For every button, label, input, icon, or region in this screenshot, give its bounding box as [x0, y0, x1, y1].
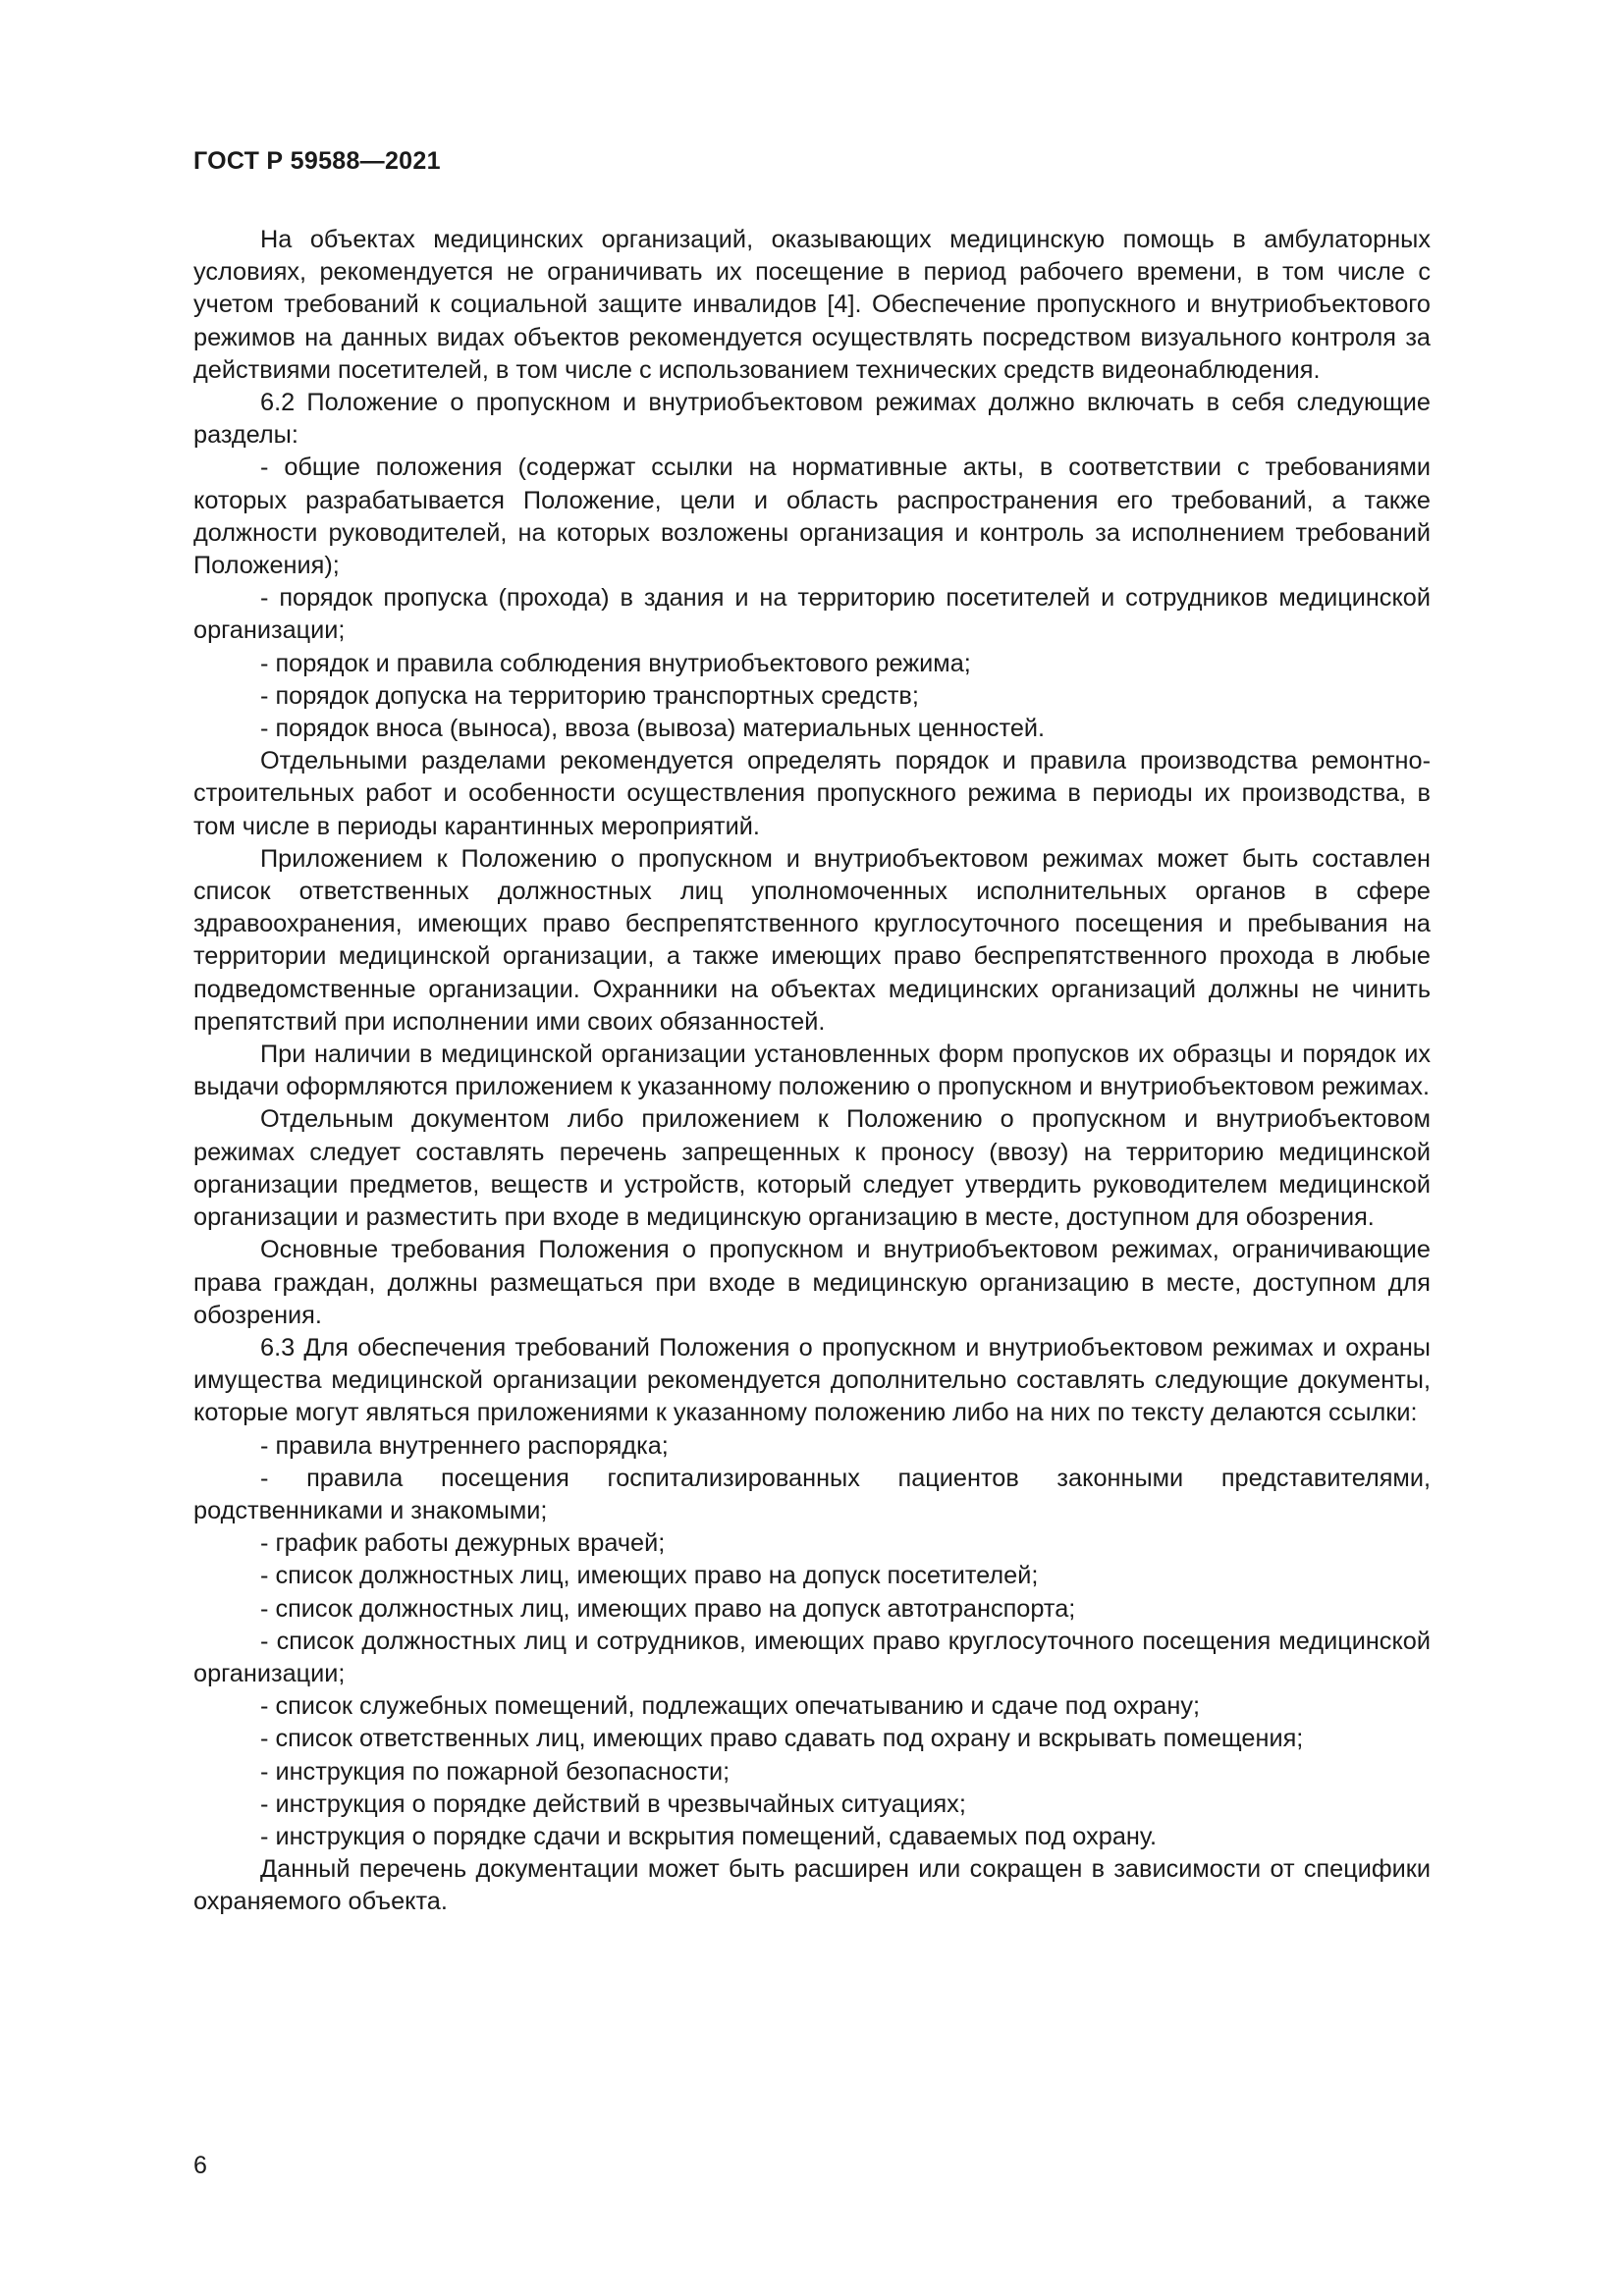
list-item: - инструкция по пожарной безопасности; [260, 1757, 731, 1786]
list-item: - общие положения (содержат ссылки на нормативные акты, в соответствии с требованиями которых разрабатывается Положение, цели и область распространения его требований, а также должности руководителей, на которых возложены организация и контроль за исполнением требований Положения); [193, 454, 1431, 580]
list-item: - правила внутреннего распорядка; [260, 1431, 669, 1460]
list-item: - график работы дежурных врачей; [260, 1529, 666, 1558]
document-header: ГОСТ Р 59588—2021 [193, 147, 441, 175]
list-item: - порядок вноса (выноса), ввоза (вывоза) материальных ценностей. [260, 715, 1046, 743]
list-item: - список должностных лиц и сотрудников, имеющих право круглосуточного посещения медицинской организации; [193, 1627, 1431, 1687]
paragraph: Данный перечень документации может быть расширен или сокращен в зависимости от специфики охраняемого объекта. [193, 1855, 1431, 1916]
paragraph: 6.3 Для обеспечения требований Положения о пропускном и внутриобъектовом режимах и охраны имущества медицинской организации рекомендуется дополнительно составлять следующие документы, которые могут являться приложениями к указанному положению либо на них по тексту делаются ссылки: [193, 1333, 1431, 1427]
document-body [193, 224, 1431, 1919]
list-item: - порядок и правила соблюдения внутриобъектового режима; [260, 649, 971, 677]
paragraph: Отдельными разделами рекомендуется определять порядок и правила производства ремонтно-строительных работ и особенности осуществления пропускного режима в периоды их производства, в том числе в периоды карантинных мероприятий. [193, 747, 1431, 840]
paragraph: Отдельным документом либо приложением к Положению о пропускном и внутриобъектовом режимах следует составлять перечень запрещенных к проносу (ввозу) на территорию медицинской организации предметов, веществ и устройств, который следует утвердить руководителем медицинской организации и разместить при входе в медицинскую организацию в месте, доступном для обозрения. [193, 1105, 1431, 1232]
paragraph: Приложением к Положению о пропускном и внутриобъектовом режимах может быть составлен список ответственных должностных лиц уполномоченных исполнительных органов в сфере здравоохранения, имеющих право беспрепятственного круглосуточного посещения и пребывания на территории медицинской организации, а также имеющих право беспрепятственного прохода в любые подведомственные организации. Охранники на объектах медицинских организаций должны не чинить препятствий при исполнении ими своих обязанностей. [193, 844, 1431, 1036]
list-item: - правила посещения госпитализированных пациентов законными представителями, родственниками и знакомыми; [193, 1464, 1431, 1524]
list-item: - инструкция о порядке сдачи и вскрытия помещений, сдаваемых под охрану. [260, 1822, 1157, 1850]
page-number: 6 [193, 2152, 207, 2179]
list-item: - список служебных помещений, подлежащих опечатыванию и сдаче под охрану; [260, 1692, 1200, 1721]
list-item: - список должностных лиц, имеющих право на допуск посетителей; [260, 1562, 1039, 1590]
paragraph: При наличии в медицинской организации установленных форм пропусков их образцы и порядок их выдачи оформляются приложением к указанному положению о пропускном и внутриобъектовом режимах. [193, 1041, 1431, 1101]
paragraph: 6.2 Положение о пропускном и внутриобъектовом режимах должно включать в себя следующие разделы: [193, 389, 1431, 450]
list-item: - список должностных лиц, имеющих право на допуск автотранспорта; [260, 1594, 1076, 1623]
list-item: - инструкция о порядке действий в чрезвычайных ситуациях; [260, 1789, 966, 1818]
list-item: - порядок допуска на территорию транспортных средств; [260, 681, 919, 710]
list-item: - порядок пропуска (прохода) в здания и на территорию посетителей и сотрудников медицинской организации; [193, 584, 1431, 645]
list-item: - список ответственных лиц, имеющих право сдавать под охрану и вскрывать помещения; [260, 1725, 1304, 1753]
paragraph: На объектах медицинских организаций, оказывающих медицинскую помощь в амбулаторных условиях, рекомендуется не ограничивать их посещение в период рабочего времени, в том числе с учетом требований к социальной защите инвалидов [4]. Обеспечение пропускного и внутриобъектового режимов на данных видах объектов рекомендуется осуществлять посредством визуального контроля за действиями посетителей, в том числе с использованием технических средств видеонаблюдения. [193, 226, 1431, 384]
paragraph: Основные требования Положения о пропускном и внутриобъектовом режимах, ограничивающие права граждан, должны размещаться при входе в медицинскую организацию в месте, доступном для обозрения. [193, 1236, 1431, 1329]
